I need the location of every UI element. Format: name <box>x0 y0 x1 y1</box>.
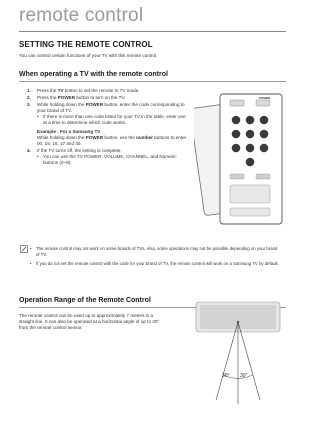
step-1: 1. Press the TV button to set the remote to TV mode. <box>27 88 140 93</box>
tv-section-divider <box>19 81 286 82</box>
num-button-8 <box>246 144 255 153</box>
angle-label-left: 30° <box>222 373 230 379</box>
title-divider <box>19 31 286 32</box>
num-button-9 <box>260 144 269 153</box>
range-line-right <box>238 322 260 400</box>
num-button-3 <box>260 116 269 125</box>
operation-range-diagram <box>190 300 286 410</box>
angle-label-right: 30° <box>240 373 248 379</box>
num-button-6 <box>260 130 269 139</box>
range-section-title: Operation Range of the Remote Control <box>19 297 151 304</box>
power-key <box>256 100 270 106</box>
step-3-note: • If there is more than one code listed for your TV in the table, enter one at a time to determine which code works. <box>37 114 187 126</box>
tv-mode-key <box>230 100 244 106</box>
section-intro: You can control certain functions of your TV with this remote control. <box>19 53 158 58</box>
example-label: Example : For a Samsung TV <box>37 128 101 134</box>
range-line-left <box>216 322 238 400</box>
range-section-text: The remote control can be used up to approximately 7 meters in a straight line. It can also be operated at a horizontal angle of up to 30° from the remote control sensor. <box>19 313 160 331</box>
note-pencil-icon <box>20 245 28 253</box>
remote-key <box>256 174 270 179</box>
example-text: While holding down the POWER button, use the number buttons to enter 00, 15, 16, 17 and 40. <box>37 134 187 146</box>
remote-control-illustration <box>194 90 284 226</box>
remote-bottom-keys <box>230 208 270 216</box>
num-button-5 <box>246 130 255 139</box>
num-button-1 <box>232 116 241 125</box>
note-item: • The remote control may not work on some brands of TVs. Also, some operations may not be possible depending on your brand of TV. <box>30 246 282 258</box>
section-title: SETTING THE REMOTE CONTROL <box>19 40 153 49</box>
num-button-4 <box>232 130 241 139</box>
tv-section-title: When operating a TV with the remote control <box>19 71 168 78</box>
num-button-0 <box>246 158 255 167</box>
step-4: 4. If the TV turns off, the setting is complete. • You can use the TV POWER, VOLUME, CHANNEL, and Numeric buttons (0~9). <box>27 148 187 166</box>
note-item: • If you do not set the remote control with the code for your brand of TV, the remote control will work on a Samsung TV by default. <box>30 261 282 267</box>
step-2: 2. Press the POWER button to turn on the TV. <box>27 95 126 101</box>
step-3: 3. While holding down the POWER button, enter the code corresponding to your brand of TV. • If there is more than one code listed for your TV in the table, enter one at a time to determine which code works. Example : For a Samsung TV While holding down the POWER button, use the number buttons to enter 00, 15, 16, 17 and 40. <box>27 102 187 147</box>
page-title: remote control <box>19 5 144 26</box>
remote-key <box>230 174 244 179</box>
remote-lower-panel <box>230 185 270 203</box>
step-4-note: • You can use the TV POWER, VOLUME, CHANNEL, and Numeric buttons (0~9). <box>37 154 187 166</box>
power-key-label: POWER <box>259 96 271 100</box>
notes-list <box>30 246 282 269</box>
tv-steps-list <box>27 88 187 167</box>
num-button-7 <box>232 144 241 153</box>
num-button-2 <box>246 116 255 125</box>
